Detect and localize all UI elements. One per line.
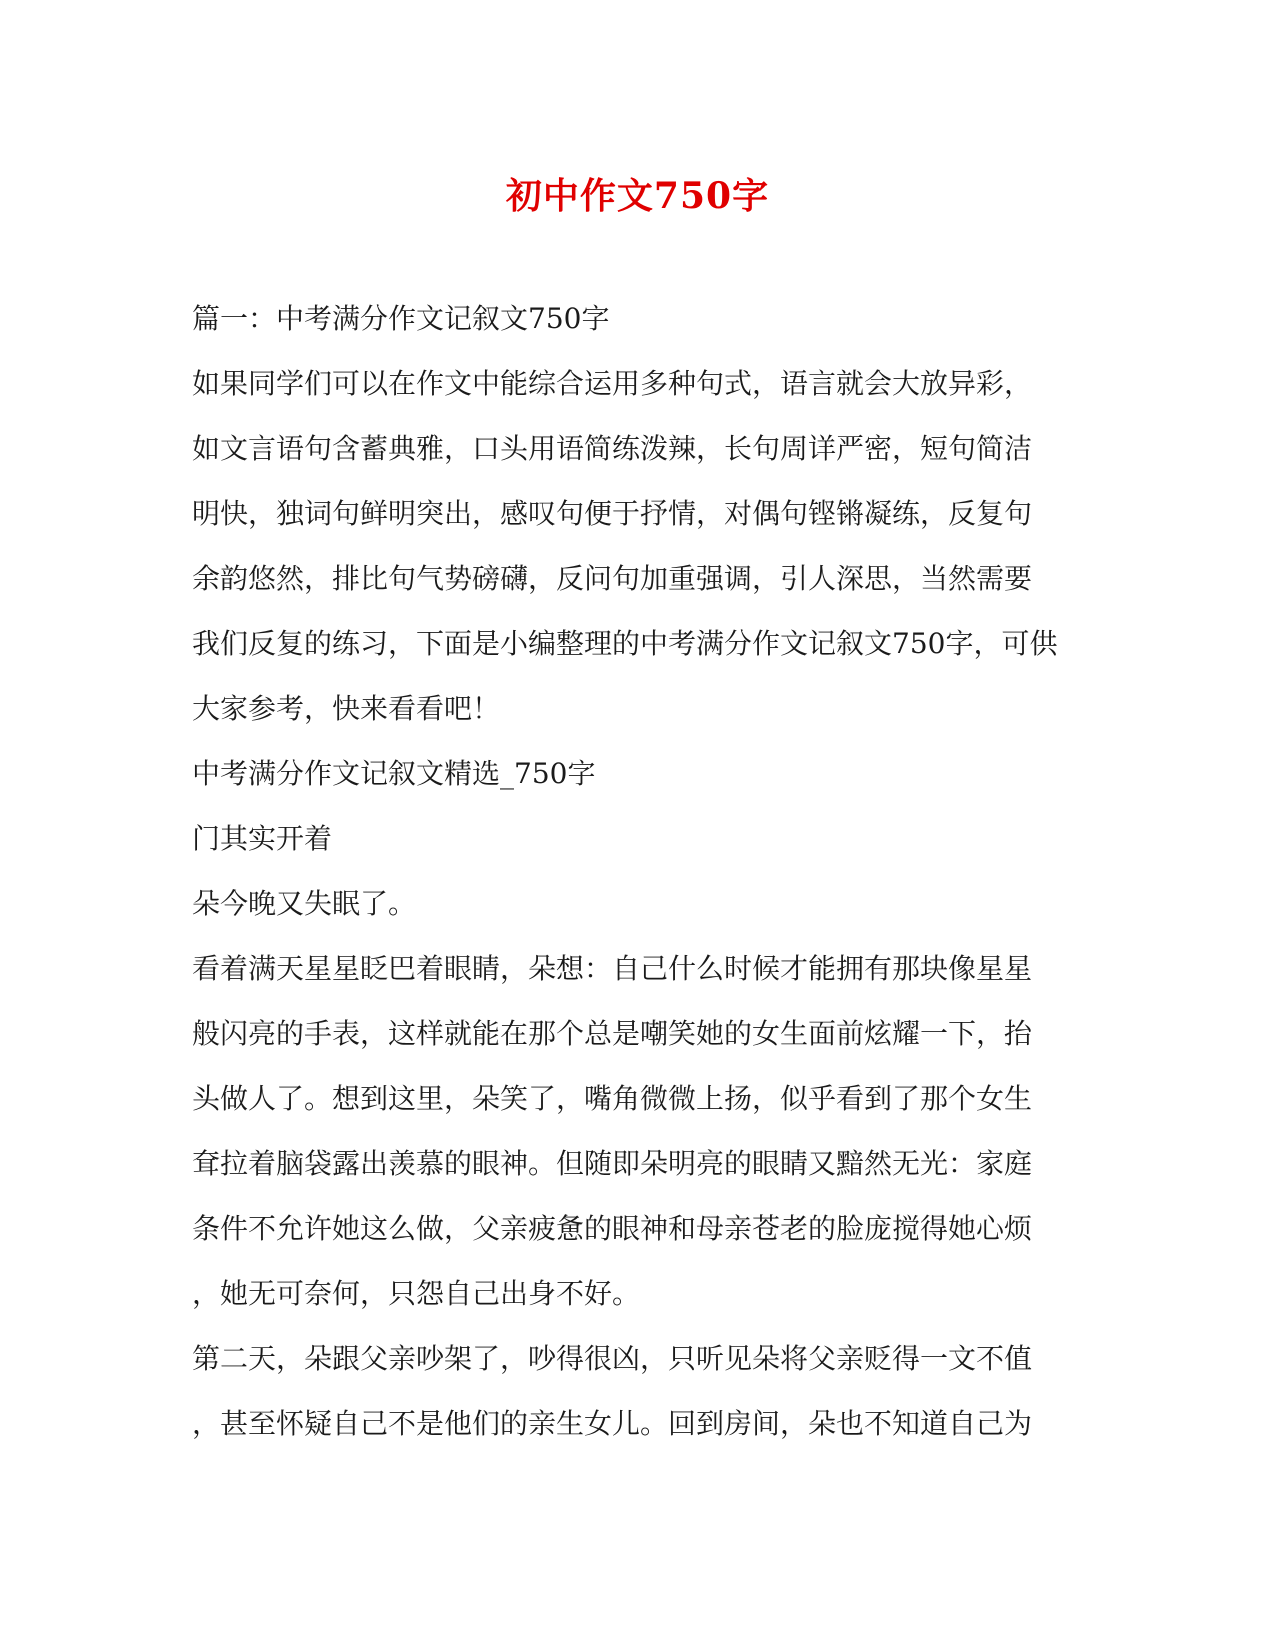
paragraph-line: 如果同学们可以在作文中能综合运用多种句式，语言就会大放异彩， [192, 367, 1033, 400]
paragraph-line: ，她无可奈何，只怨自己出身不好。 [192, 1277, 641, 1310]
document-title: 初中作文750字 [505, 175, 770, 217]
subsection-heading: 中考满分作文记叙文精选_750字 [192, 757, 596, 790]
paragraph-line: 头做人了。想到这里，朵笑了，嘴角微微上扬，似乎看到了那个女生 [192, 1082, 1033, 1115]
paragraph-line: 朵今晚又失眠了。 [192, 887, 417, 920]
paragraph-line: 明快，独词句鲜明突出，感叹句便于抒情，对偶句铿锵凝练，反复句 [192, 497, 1033, 530]
paragraph-line: 大家参考，快来看看吧！ [192, 692, 501, 725]
paragraph-line: ，甚至怀疑自己不是他们的亲生女儿。回到房间，朵也不知道自己为 [192, 1407, 1033, 1440]
paragraph-line: 如文言语句含蓄典雅，口头用语简练泼辣，长句周详严密，短句简洁 [192, 432, 1033, 465]
paragraph-line: 看着满天星星眨巴着眼睛，朵想：自己什么时候才能拥有那块像星星 [192, 952, 1033, 985]
essay-title: 门其实开着 [192, 822, 333, 855]
section-heading: 篇一：中考满分作文记叙文750字 [192, 302, 610, 335]
paragraph-line: 第二天，朵跟父亲吵架了，吵得很凶，只听见朵将父亲贬得一文不值 [192, 1342, 1033, 1375]
paragraph-line: 耷拉着脑袋露出羡慕的眼神。但随即朵明亮的眼睛又黯然无光：家庭 [192, 1147, 1033, 1180]
paragraph-line: 条件不允许她这么做，父亲疲惫的眼神和母亲苍老的脸庞搅得她心烦 [192, 1212, 1033, 1245]
document-body [192, 286, 1092, 1456]
paragraph-line: 我们反复的练习，下面是小编整理的中考满分作文记叙文750字，可供 [192, 627, 1058, 660]
paragraph-line: 余韵悠然，排比句气势磅礴，反问句加重强调，引人深思，当然需要 [192, 562, 1033, 595]
paragraph-line: 般闪亮的手表，这样就能在那个总是嘲笑她的女生面前炫耀一下，抬 [192, 1017, 1033, 1050]
